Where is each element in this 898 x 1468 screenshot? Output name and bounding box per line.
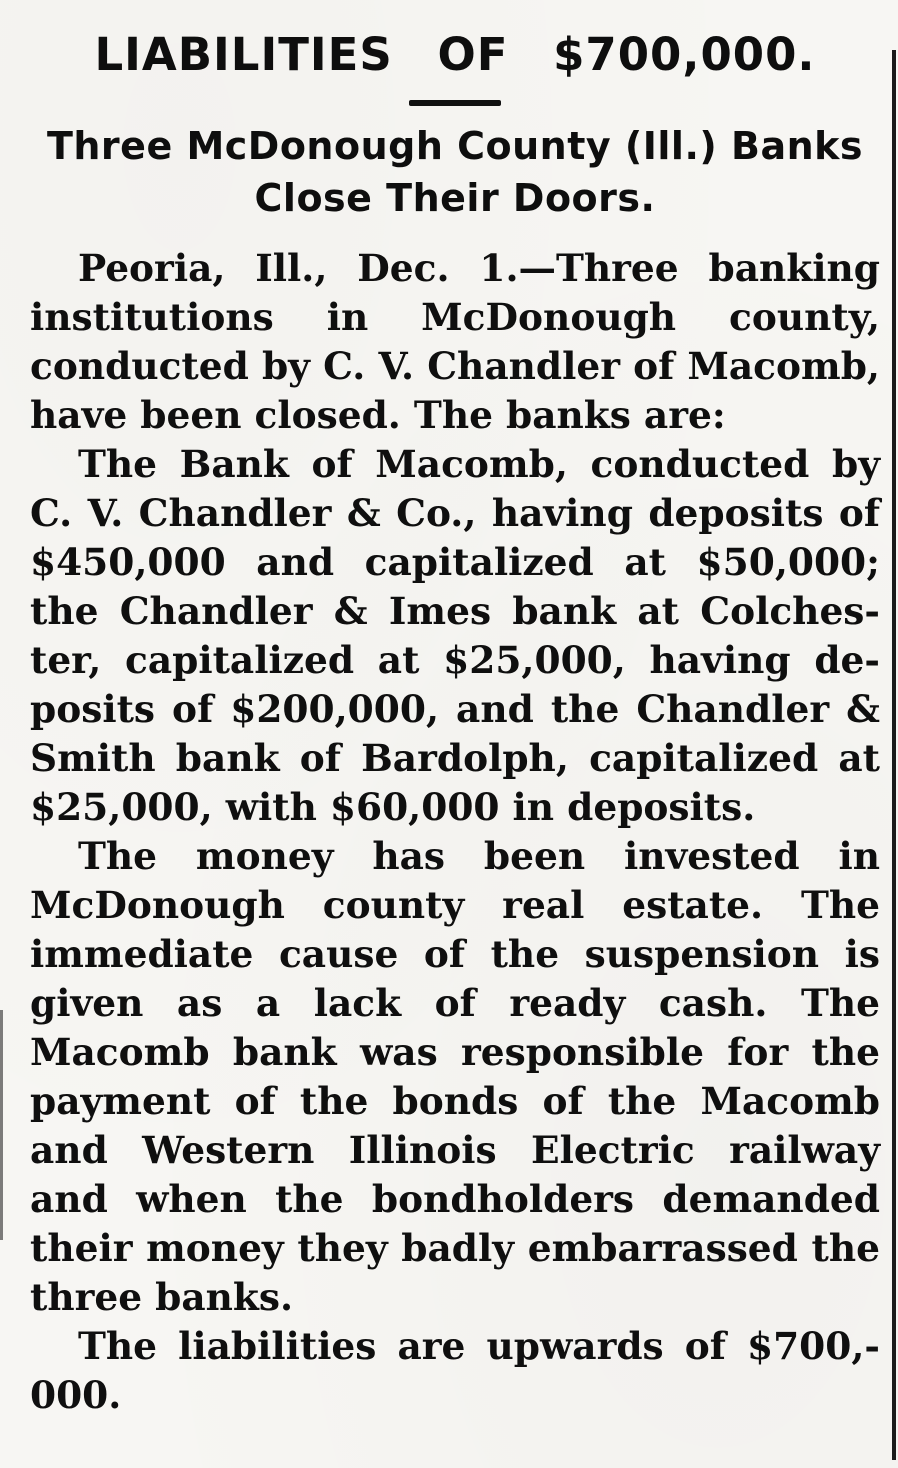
edge-mark	[0, 1010, 3, 1240]
column-rule	[892, 50, 896, 1460]
paragraph-2: The Bank of Macomb, conducted by C. V. Chandler & Co., having deposits of $450,000 and capitalized at $50,000; the Chandler & Imes bank at Colchester, capitalized at $25,000, having deposits of $200,000, and the Chandler & Smith bank of Bardolph, capitalized at $25,000, with $60,000 in deposits.	[30, 442, 880, 829]
headline: LIABILITIES OF $700,000.	[94, 28, 816, 81]
headline-divider	[409, 100, 501, 106]
paragraph-1: Peoria, Ill., Dec. 1.—Three banking institutions in McDonough county, conducted by C. V. Chandler of Macomb, have been closed. The banks are:	[30, 246, 880, 437]
subheadline: Three McDonough County (Ill.) Banks Close Their Doors.	[46, 124, 864, 220]
article-body	[30, 244, 880, 1420]
paragraph-3: The money has been invested in McDonough county real estate. The immediate cause of the suspension is given as a lack of ready cash. The Macomb bank was responsible for the payment of the bonds of the Macomb and Western Illinois Electric railway and when the bondholders demanded their money they badly embarrassed the three banks.	[30, 834, 880, 1319]
paragraph-4: The liabilities are upwards of $700,000.	[30, 1324, 880, 1417]
